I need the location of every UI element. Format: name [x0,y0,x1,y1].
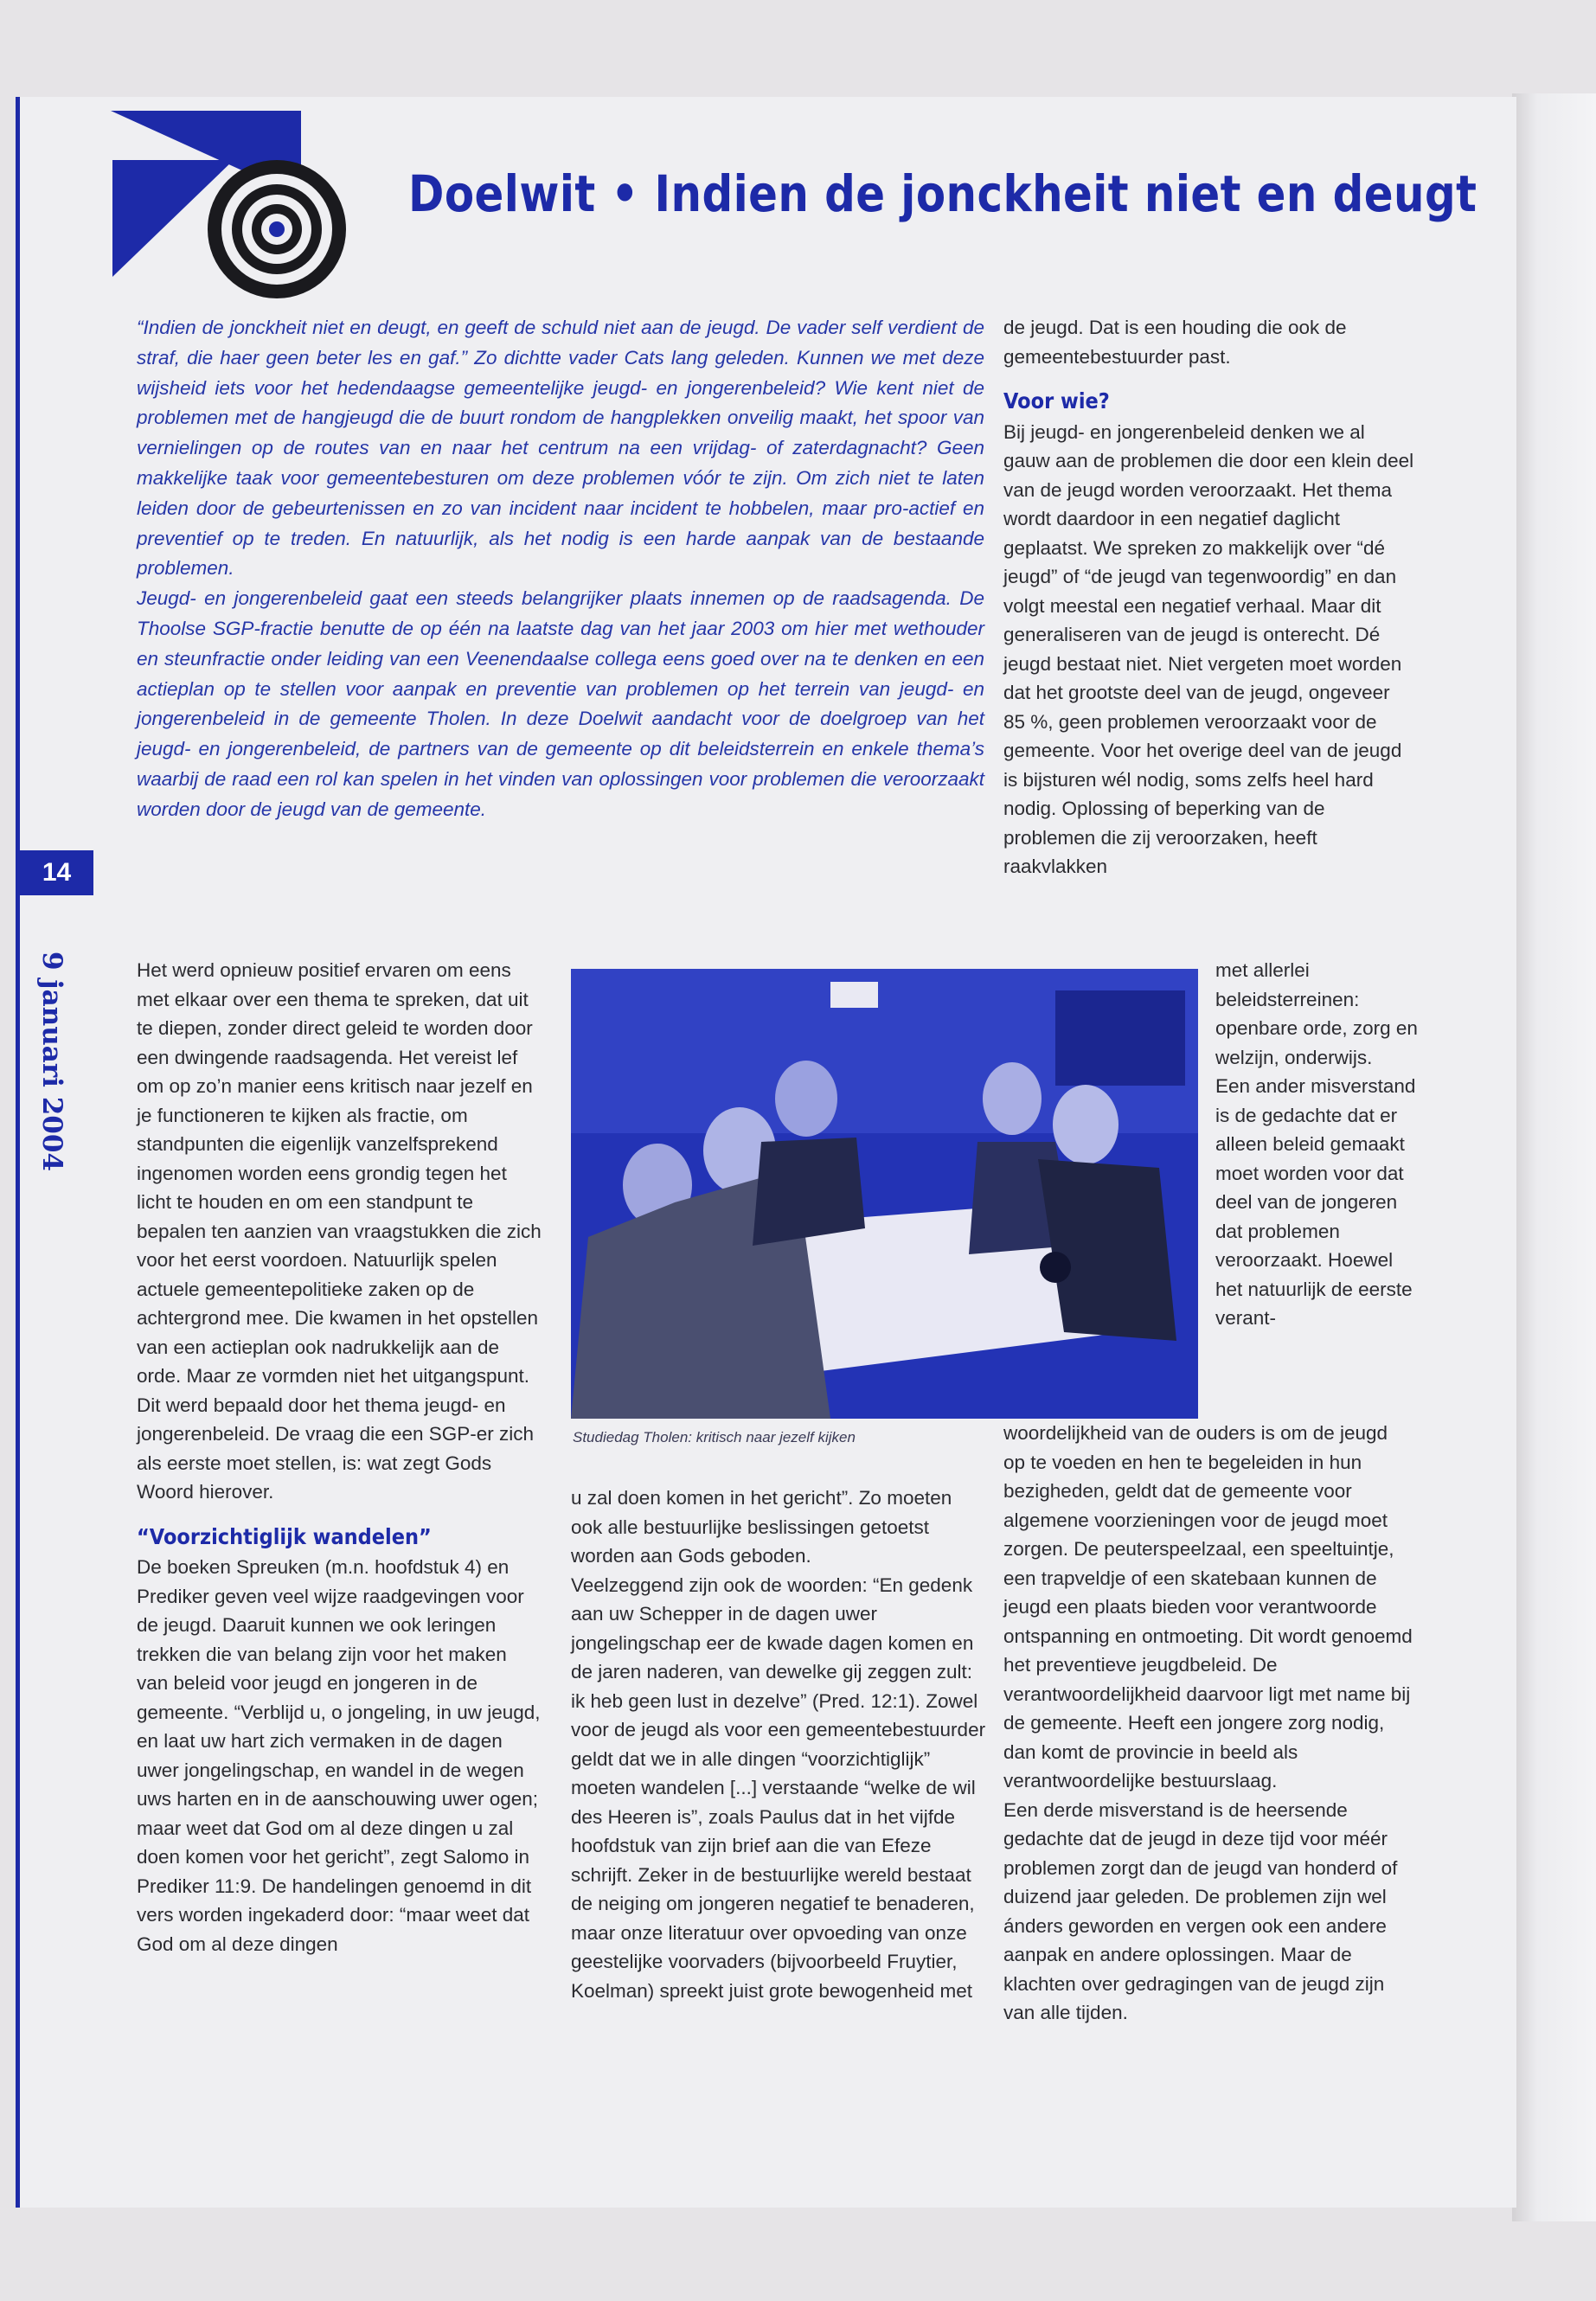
body-paragraph: u zal doen komen in het gericht”. Zo moeten ook alle bestuurlijke beslissingen getoetst worden aan Gods geboden. [571,1487,952,1567]
body-paragraph: Het werd opnieuw positief ervaren om eens met elkaar over een thema te spreken, dat uit te diepen, zonder direct geleid te worden door een dwingende raadsagenda. Het vereist lef om op zo’n manier eens kritisch naar jezelf en je functioneren te kijken als fractie, om standpunten die eigenlijk vanzelfsprekend ingenomen worden eens grondig tegen het licht te houden en om een standpunt te bepalen ten aanzien van vraagstukken die zich voor het eerst voordoen. Natuurlijk spelen actuele gemeentepolitieke zaken op de achtergrond mee. Die kwamen in het opstellen van een actieplan ook nadrukkelijk aan de orde. Maar ze vormden niet het uitgangspunt. Dit werd bepaald door het thema jeugd- en jongerenbeleid. De vraag die een SGP-er zich als eerste moet stellen, is: wat zegt Gods Woord hierover. [137,959,542,1503]
target-icon [203,156,350,303]
section-heading: Voor wie? [1003,388,1110,413]
body-paragraph: Een derde misverstand is de heersende gedachte dat de jeugd in deze tijd voor méér problemen zorgt dan de jeugd van honderd of duizend jaar geleden. De problemen zijn wel ánders geworden en vergen ook een andere aanpak en andere oplossingen. Maar de klachten over gedragingen van de jeugd zijn van alle tijden. [1003,1798,1398,2023]
body-paragraph: met allerlei beleidsterreinen: openbare orde, zorg en welzijn, onderwijs. [1215,959,1418,1068]
photo-caption: Studiedag Tholen: kritisch naar jezelf kijken [573,1429,856,1445]
page-number: 14 [20,850,93,895]
intro-text [137,313,984,825]
intro-paragraph: “Indien de jonckheit niet en deugt, en geeft de schuld niet aan de jeugd. De vader self verdient de straf, die haer geen beter les en gaf.” Zo dichtte vader Cats lang geleden. Kunnen we met deze wijsheid iets voor het hedendaagse gemeentelijke jeugd- en jongerenbeleid? Wie kent niet de problemen met de hangjeugd die de buurt rondom de hangplekken onveilig maakt, het spoor van vernielingen op de routes van en naar het centrum na een vrijdag- of zaterdagnacht? Geen makkelijke taak voor gemeentebesturen om deze problemen vóór te zijn. Om zich niet te laten leiden door de gebeurtenissen en zo van incident naar incident te hobbelen, maar pro-actief en preventief op te treden. En natuurlijk, als het nodig is een harde aanpak van de bestaande problemen. [137,317,984,580]
body-paragraph: Veelzeggend zijn ook de woorden: “En gedenk aan uw Schepper in de dagen uwer jongelingschap eer de kwade dagen komen en de jaren naderen, van dewelke gij zeggen zult: ik heb geen lust in dezelve” (Pred. 12:1). Zowel voor de jeugd als voor een gemeentebestuurder geldt dat we in alle dingen “voorzichtiglijk” moeten wandelen [...] verstaande “welke de wil des Heeren is”, zoals Paulus dat in het vijfde hoofdstuk van zijn brief aan die van Efeze schrijft. Zeker in de bestuurlijke wereld bestaat de neiging om jongeren negatief te benaderen, maar onze literatuur over opvoeding van onze geestelijke voorvaders (bijvoorbeeld Fruytier, Koelman) spreekt juist grote bewogenheid met [571,1574,986,2002]
issue-date: 9 januari 2004 [36,952,67,1172]
column-2 [571,1484,986,2005]
column-3-bottom [1003,1419,1414,2028]
page-title: Doelwit • Indien de jonckheit niet en deugt [408,164,1477,223]
body-paragraph: Een ander misverstand is de gedachte dat er alleen beleid gemaakt moet worden voor dat deel van de jongeren dat problemen veroorzaakt. Hoewel het natuurlijk de eerste verant- [1215,1075,1416,1329]
intro-paragraph: Jeugd- en jongerenbeleid gaat een steeds belangrijker plaats innemen op de raadsagenda. De Thoolse SGP-fractie benutte de op één na laatste dag van het jaar 2003 om hier met wethouder en steunfractie onder leiding van een Veenendaalse collega eens goed over na te denken en een actieplan op te stellen voor aanpak en preventie van problemen op het terrein van jeugd- en jongerenbeleid in de gemeente Tholen. In deze Doelwit aandacht voor de doelgroep van het jeugd- en jongerenbeleid, de partners van de gemeente op dit beleidsterrein en enkele thema’s waarbij de raad een rol kan spelen in het vinden van oplossingen voor problemen die veroorzaakt worden door de jeugd van de gemeente. [137,587,984,820]
body-paragraph: woordelijkheid van de ouders is om de jeugd op te voeden en hen te begeleiden in hun bezigheden, geldt dat de gemeente voor algemene voorzieningen voor de jeugd moet zorgen. De peuterspeelzaal, een speeltuintje, een trapveldje of een skatebaan kunnen de jeugd een plaats bieden voor verantwoorde ontspanning en ontmoeting. Dit wordt genoemd het preventieve jeugdbeleid. De verantwoordelijkheid daarvoor ligt met name bij de gemeente. Heeft een jongere zorg nodig, dan komt de provincie in beeld als verantwoordelijke bestuurslaag. [1003,1422,1413,1791]
column-3-wrap [1215,956,1423,1333]
body-paragraph: Bij jeugd- en jongerenbeleid denken we al gauw aan de problemen die door een klein deel van de jeugd worden veroorzaakt. Het thema wordt daardoor in een negatief daglicht geplaatst. We spreken zo makkelijk over “dé jeugd” of “de jeugd van tegenwoordig” en dan volgt meestal een negatief verhaal. Maar dit generaliseren van de jeugd is onterecht. Dé jeugd bestaat niet. Niet vergeten moet worden dat het grootste deel van de jeugd, ongeveer 85 %, geen problemen veroorzaakt voor de gemeente. Voor het overige deel van de jeugd is bijsturen wél nodig, soms zelfs heel hard nodig. Oplossing of beperking van de problemen die zij veroorzaken, heeft raakvlakken [1003,420,1414,877]
facing-page-edge [1512,93,1596,2221]
section-heading: “Voorzichtiglijk wandelen” [137,1523,432,1549]
meeting-photo [571,969,1198,1419]
column-3-top [1003,313,1414,881]
body-paragraph: De boeken Spreuken (m.n. hoofdstuk 4) en Prediker geven veel wijze raadgevingen voor de jeugd. Daaruit kunnen we ook leringen trekken die van belang zijn voor het maken van beleid voor jeugd en jongeren in de gemeente. “Verblijd u, o jongeling, in uw jeugd, en laat uw hart zich vermaken in de dagen uwer jongelingschap, en wandel in de wegen uws harten en in de aanschouwing uwer ogen; maar weet dat God om al deze dingen u zal doen komen voor het gericht”, zegt Salomo in Prediker 11:9. De handelingen genoemd in dit vers worden ingekaderd door: “maar weet dat God om al deze dingen [137,1556,541,1955]
body-paragraph: de jeugd. Dat is een houding die ook de gemeentebestuurder past. [1003,317,1347,368]
column-1 [137,956,543,1958]
